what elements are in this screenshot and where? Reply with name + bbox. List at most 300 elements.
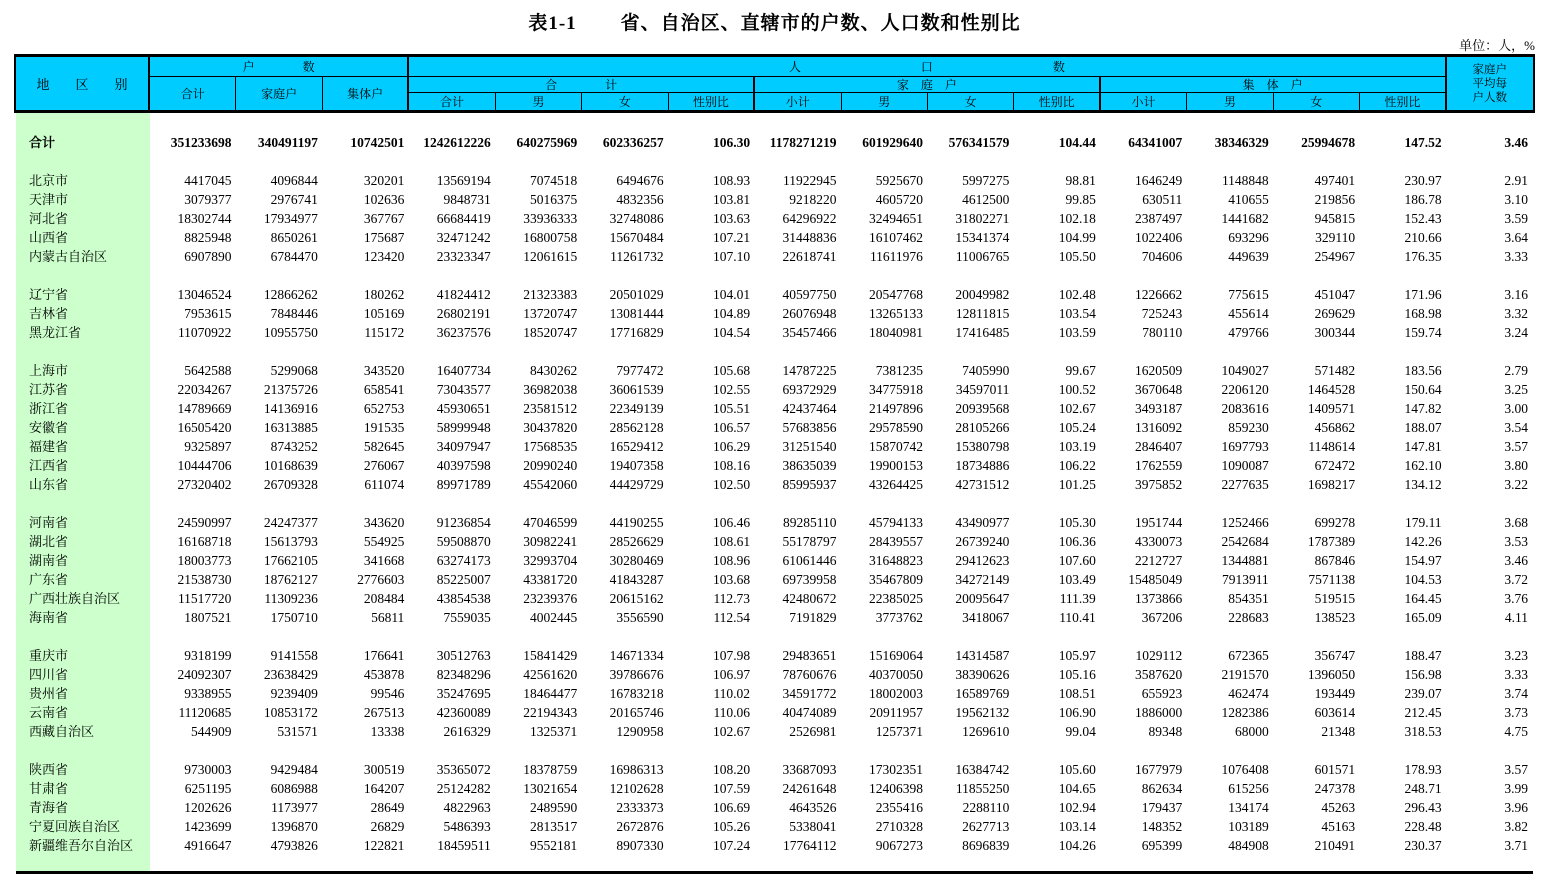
region-name: 陕西省 [29, 762, 69, 777]
value-cell: 210491 [1314, 838, 1356, 853]
value-cell: 4793826 [270, 838, 318, 853]
value-cell: 47046599 [523, 515, 578, 530]
value-cell: 21348 [1321, 724, 1356, 739]
value-cell: 1049027 [1221, 363, 1269, 378]
value-cell: 2542684 [1221, 534, 1269, 549]
value-cell: 4822963 [443, 800, 491, 815]
value-cell: 99.67 [1065, 363, 1096, 378]
value-cell: 1441682 [1221, 211, 1269, 226]
region-name: 江西省 [29, 458, 69, 473]
unit-label: 单位：人，% [1459, 38, 1535, 53]
value-cell: 28562128 [609, 420, 664, 435]
value-cell: 112.54 [713, 610, 751, 625]
value-cell: 35247695 [436, 686, 491, 701]
value-cell: 3975852 [1135, 477, 1183, 492]
value-cell: 110.06 [713, 705, 751, 720]
value-cell: 16783218 [609, 686, 664, 701]
value-cell [409, 342, 495, 361]
value-cell: 2526981 [789, 724, 837, 739]
value-cell: 108.61 [712, 534, 751, 549]
value-cell: 210.66 [1404, 230, 1442, 245]
value-cell [496, 152, 582, 171]
value-cell: 150.64 [1404, 382, 1442, 397]
value-cell: 13046524 [177, 287, 232, 302]
value-cell [582, 494, 668, 513]
value-cell: 4643526 [789, 800, 837, 815]
value-cell: 104.65 [1058, 781, 1096, 796]
value-cell: 24261648 [782, 781, 837, 796]
value-cell: 186.78 [1404, 192, 1442, 207]
value-cell: 23581512 [523, 401, 578, 416]
value-cell [928, 741, 1014, 760]
value-cell: 554925 [363, 534, 405, 549]
value-cell: 576341579 [948, 135, 1010, 150]
value-cell: 8430262 [529, 363, 578, 378]
value-cell: 107.59 [712, 781, 751, 796]
value-cell: 102.55 [712, 382, 751, 397]
value-cell: 43854538 [436, 591, 491, 606]
value-cell: 1698217 [1307, 477, 1356, 492]
value-cell: 602336257 [602, 135, 664, 150]
value-cell: 123420 [363, 249, 405, 264]
value-cell: 16529412 [609, 439, 664, 454]
value-cell: 7191829 [789, 610, 837, 625]
value-cell: 6251195 [184, 781, 232, 796]
value-cell: 16505420 [177, 420, 232, 435]
value-cell: 41843287 [609, 572, 664, 587]
value-cell [1014, 342, 1100, 361]
value-cell: 107.60 [1058, 553, 1096, 568]
value-cell: 2191570 [1221, 667, 1269, 682]
value-cell: 1173977 [271, 800, 318, 815]
value-cell: 89971789 [436, 477, 491, 492]
value-cell: 247378 [1314, 781, 1356, 796]
region-name: 江苏省 [29, 382, 69, 397]
value-cell: 103.63 [712, 211, 751, 226]
table-row [16, 266, 1533, 285]
table-row [16, 494, 1533, 513]
value-cell: 1325371 [529, 724, 578, 739]
table-row [16, 323, 1533, 342]
table-row [16, 133, 1533, 152]
value-cell [1274, 494, 1360, 513]
value-cell [842, 494, 928, 513]
value-cell [1101, 152, 1187, 171]
value-cell: 17416485 [955, 325, 1010, 340]
region-name [16, 152, 150, 171]
value-cell [1101, 266, 1187, 285]
value-cell: 3.68 [1504, 515, 1528, 530]
value-cell [1274, 152, 1360, 171]
value-cell: 108.16 [712, 458, 751, 473]
value-cell: 7559035 [443, 610, 491, 625]
value-cell [323, 494, 409, 513]
value-cell: 15169064 [868, 648, 923, 663]
value-cell: 276067 [363, 458, 405, 473]
value-cell: 3587620 [1135, 667, 1183, 682]
value-cell [236, 266, 322, 285]
table-row [16, 285, 1533, 304]
header-pop-total-group: 合 计 [409, 77, 755, 93]
value-cell: 106.36 [1058, 534, 1096, 549]
value-cell [669, 627, 755, 646]
value-cell [323, 342, 409, 361]
value-cell: 28526629 [609, 534, 664, 549]
region-name: 河南省 [29, 515, 69, 530]
value-cell: 208484 [363, 591, 405, 606]
value-cell: 2333373 [616, 800, 664, 815]
value-cell: 31251540 [782, 439, 837, 454]
header-collective-subtotal: 小计 [1101, 93, 1187, 110]
value-cell: 162.10 [1404, 458, 1442, 473]
value-cell: 7977472 [616, 363, 664, 378]
value-cell: 11309236 [264, 591, 318, 606]
value-cell: 230.37 [1404, 838, 1442, 853]
value-cell: 5925670 [875, 173, 923, 188]
region-name: 山东省 [29, 477, 69, 492]
value-cell [1447, 342, 1533, 361]
value-cell [755, 266, 841, 285]
value-cell: 15341374 [955, 230, 1010, 245]
value-cell: 107.24 [712, 838, 751, 853]
value-cell: 22385025 [868, 591, 923, 606]
value-cell: 945815 [1314, 211, 1356, 226]
value-cell: 9318199 [184, 648, 232, 663]
value-cell: 178.93 [1404, 762, 1442, 777]
value-cell: 3418067 [962, 610, 1010, 625]
value-cell: 24247377 [263, 515, 318, 530]
value-cell: 16800758 [523, 230, 578, 245]
value-cell: 73043577 [436, 382, 491, 397]
value-cell: 20911957 [869, 705, 923, 720]
region-name: 西藏自治区 [29, 724, 95, 739]
header-group-population: 人 口 数 [409, 57, 1446, 77]
value-cell: 1290958 [616, 724, 664, 739]
value-cell: 6907890 [184, 249, 232, 264]
value-cell: 351233698 [170, 135, 232, 150]
value-cell: 601571 [1314, 762, 1356, 777]
value-cell: 3.33 [1504, 667, 1528, 682]
value-cell [842, 627, 928, 646]
value-cell: 1423699 [184, 819, 232, 834]
value-cell [755, 627, 841, 646]
value-cell [928, 627, 1014, 646]
value-cell: 484908 [1228, 838, 1269, 853]
header-group-households: 户 数 [150, 57, 409, 77]
value-cell: 25124282 [436, 781, 491, 796]
value-cell: 148352 [1141, 819, 1183, 834]
value-cell: 105.60 [1058, 762, 1096, 777]
value-cell: 341668 [363, 553, 405, 568]
value-cell: 11070922 [177, 325, 232, 340]
value-cell: 367767 [363, 211, 405, 226]
value-cell: 17716829 [609, 325, 664, 340]
table-title-text: 省、自治区、直辖市的户数、人口数和性别比 [620, 13, 1021, 34]
value-cell: 64296922 [782, 211, 837, 226]
value-cell [1274, 266, 1360, 285]
value-cell: 2277635 [1221, 477, 1269, 492]
value-cell: 8650261 [270, 230, 318, 245]
value-cell: 1178271219 [769, 135, 837, 150]
value-cell: 9730003 [184, 762, 232, 777]
table-row [16, 665, 1533, 684]
table-row [16, 589, 1533, 608]
value-cell [496, 266, 582, 285]
region-name: 河北省 [29, 211, 69, 226]
value-cell: 31802271 [955, 211, 1010, 226]
value-cell: 11855250 [955, 781, 1010, 796]
value-cell: 24590997 [177, 515, 232, 530]
value-cell: 3.96 [1504, 800, 1528, 815]
value-cell [150, 494, 236, 513]
value-cell: 410655 [1228, 192, 1269, 207]
table-row [16, 190, 1533, 209]
value-cell: 5642588 [184, 363, 232, 378]
region-name: 甘肃省 [29, 781, 69, 796]
region-name: 广东省 [29, 572, 69, 587]
region-name: 湖南省 [29, 553, 69, 568]
table-row [16, 570, 1533, 589]
value-cell: 1252466 [1221, 515, 1269, 530]
value-cell: 175687 [363, 230, 405, 245]
value-cell: 104.53 [1404, 572, 1442, 587]
value-cell: 156.98 [1404, 667, 1442, 682]
value-cell: 142.26 [1404, 534, 1442, 549]
value-cell: 179437 [1141, 800, 1183, 815]
value-cell: 6086988 [270, 781, 318, 796]
table-row [16, 836, 1533, 855]
value-cell: 82348296 [436, 667, 491, 682]
header-households-collective: 集体户 [323, 77, 409, 110]
table-row [16, 361, 1533, 380]
table-row [16, 532, 1533, 551]
value-cell: 34597011 [955, 382, 1010, 397]
value-cell [1447, 741, 1533, 760]
value-cell: 15670484 [609, 230, 664, 245]
value-cell: 254967 [1314, 249, 1356, 264]
value-cell: 30437820 [523, 420, 578, 435]
value-cell: 99.85 [1065, 192, 1096, 207]
value-cell: 69372929 [782, 382, 837, 397]
value-cell: 7405990 [962, 363, 1010, 378]
header-pop-family-group: 家 庭 户 [755, 77, 1101, 93]
value-cell: 12811815 [955, 306, 1010, 321]
value-cell [1447, 266, 1533, 285]
value-cell: 106.30 [712, 135, 751, 150]
value-cell: 2813517 [529, 819, 578, 834]
region-name: 宁夏回族自治区 [29, 819, 121, 834]
value-cell: 44190255 [609, 515, 664, 530]
region-name: 湖北省 [29, 534, 69, 549]
value-cell: 33936333 [523, 211, 578, 226]
value-cell: 18464477 [523, 686, 578, 701]
value-cell: 106.69 [712, 800, 751, 815]
value-cell: 147.52 [1404, 135, 1442, 150]
value-cell: 267513 [363, 705, 405, 720]
value-cell: 34097947 [436, 439, 491, 454]
value-cell [1014, 494, 1100, 513]
value-cell: 2489590 [529, 800, 578, 815]
value-cell: 8907330 [616, 838, 664, 853]
value-cell: 3.32 [1504, 306, 1528, 321]
value-cell: 630511 [1142, 192, 1183, 207]
value-cell: 9325897 [184, 439, 232, 454]
table-row [16, 684, 1533, 703]
value-cell: 854351 [1228, 591, 1269, 606]
value-cell: 56811 [371, 610, 405, 625]
value-cell [1101, 741, 1187, 760]
value-cell: 11922945 [783, 173, 837, 188]
value-cell: 193449 [1314, 686, 1356, 701]
value-cell: 2.79 [1504, 363, 1528, 378]
value-cell: 356747 [1314, 648, 1356, 663]
value-cell: 1076408 [1221, 762, 1269, 777]
value-cell: 13338 [370, 724, 405, 739]
value-cell: 191535 [363, 420, 405, 435]
value-cell: 5997275 [962, 173, 1010, 188]
value-cell: 78760676 [782, 667, 837, 682]
value-cell: 3.22 [1504, 477, 1528, 492]
value-cell: 45930651 [436, 401, 491, 416]
value-cell [755, 741, 841, 760]
value-cell: 102.50 [712, 477, 751, 492]
header-avg-persons-per-household [1447, 57, 1533, 110]
region-name: 四川省 [29, 667, 69, 682]
table-row [16, 171, 1533, 190]
value-cell: 26076948 [782, 306, 837, 321]
value-cell: 115172 [364, 325, 405, 340]
value-cell: 603614 [1314, 705, 1356, 720]
value-cell: 5338041 [789, 819, 837, 834]
value-cell [928, 152, 1014, 171]
value-cell: 29578590 [868, 420, 923, 435]
value-cell [496, 494, 582, 513]
value-cell: 1226662 [1135, 287, 1183, 302]
value-cell: 106.46 [712, 515, 751, 530]
value-cell: 103.14 [1058, 819, 1096, 834]
value-cell: 3.00 [1504, 401, 1528, 416]
value-cell: 1396050 [1307, 667, 1356, 682]
value-cell: 24092307 [177, 667, 232, 682]
value-cell: 104.01 [712, 287, 751, 302]
value-cell: 20049982 [955, 287, 1010, 302]
header-family-sex-ratio: 性别比 [1014, 93, 1100, 110]
value-cell [1360, 627, 1446, 646]
value-cell: 105.24 [1058, 420, 1096, 435]
value-cell: 20990240 [523, 458, 578, 473]
value-cell: 462474 [1228, 686, 1269, 701]
value-cell: 40474089 [782, 705, 837, 720]
value-cell [409, 627, 495, 646]
value-cell: 14136916 [263, 401, 318, 416]
value-cell: 10444706 [177, 458, 232, 473]
value-cell: 4096844 [270, 173, 318, 188]
value-cell: 100.52 [1058, 382, 1096, 397]
value-cell: 111.39 [1059, 591, 1096, 606]
value-cell: 725243 [1141, 306, 1183, 321]
value-cell [409, 494, 495, 513]
value-cell: 10853172 [263, 705, 318, 720]
value-cell [409, 741, 495, 760]
table-number: 表1-1 [528, 13, 577, 34]
value-cell [323, 152, 409, 171]
value-cell: 105.30 [1058, 515, 1096, 530]
value-cell: 64341007 [1128, 135, 1183, 150]
value-cell: 102.18 [1058, 211, 1096, 226]
value-cell: 1242612226 [423, 135, 491, 150]
table-row [16, 741, 1533, 760]
value-cell: 3.16 [1504, 287, 1528, 302]
value-cell [842, 266, 928, 285]
value-cell [582, 627, 668, 646]
value-cell [150, 152, 236, 171]
value-cell: 159.74 [1404, 325, 1442, 340]
value-cell: 59508870 [436, 534, 491, 549]
table-row [16, 247, 1533, 266]
value-cell: 63274173 [436, 553, 491, 568]
value-cell: 9429484 [270, 762, 318, 777]
value-cell: 16313885 [263, 420, 318, 435]
region-name: 青海省 [29, 800, 69, 815]
value-cell: 66684419 [436, 211, 491, 226]
table-row [16, 646, 1533, 665]
value-cell: 453878 [363, 667, 405, 682]
value-cell: 2846407 [1135, 439, 1183, 454]
value-cell: 343520 [363, 363, 405, 378]
table-row [16, 475, 1533, 494]
value-cell: 58999948 [436, 420, 491, 435]
value-cell: 105169 [363, 306, 405, 321]
value-cell: 3670648 [1135, 382, 1183, 397]
value-cell: 106.57 [712, 420, 751, 435]
value-cell: 3.24 [1504, 325, 1528, 340]
value-cell: 32993704 [523, 553, 578, 568]
value-cell: 36237576 [436, 325, 491, 340]
value-cell: 45163 [1321, 819, 1356, 834]
value-cell: 21497896 [868, 401, 923, 416]
value-cell: 615256 [1228, 781, 1269, 796]
table-row [16, 608, 1533, 627]
region-name: 合计 [29, 135, 56, 150]
value-cell: 4612500 [962, 192, 1010, 207]
value-cell [1360, 152, 1446, 171]
value-cell: 147.82 [1404, 401, 1442, 416]
value-cell: 239.07 [1404, 686, 1442, 701]
value-cell: 1022406 [1135, 230, 1183, 245]
value-cell: 7953615 [184, 306, 232, 321]
value-cell: 228.48 [1404, 819, 1442, 834]
value-cell: 31448836 [782, 230, 837, 245]
value-cell: 479766 [1228, 325, 1269, 340]
table-row [16, 779, 1533, 798]
value-cell: 1409571 [1307, 401, 1356, 416]
region-name: 海南省 [29, 610, 69, 625]
value-cell: 1029112 [1135, 648, 1183, 663]
value-cell: 3.76 [1504, 591, 1528, 606]
value-cell: 42561620 [523, 667, 578, 682]
value-cell [842, 152, 928, 171]
value-cell: 228683 [1228, 610, 1269, 625]
region-name: 天津市 [29, 192, 69, 207]
value-cell [1101, 627, 1187, 646]
value-cell: 103.49 [1058, 572, 1096, 587]
value-cell: 655923 [1141, 686, 1183, 701]
value-cell: 672365 [1228, 648, 1269, 663]
value-cell: 33687093 [782, 762, 837, 777]
value-cell: 212.45 [1404, 705, 1442, 720]
value-cell: 3.54 [1504, 420, 1528, 435]
value-cell: 18002003 [868, 686, 923, 701]
